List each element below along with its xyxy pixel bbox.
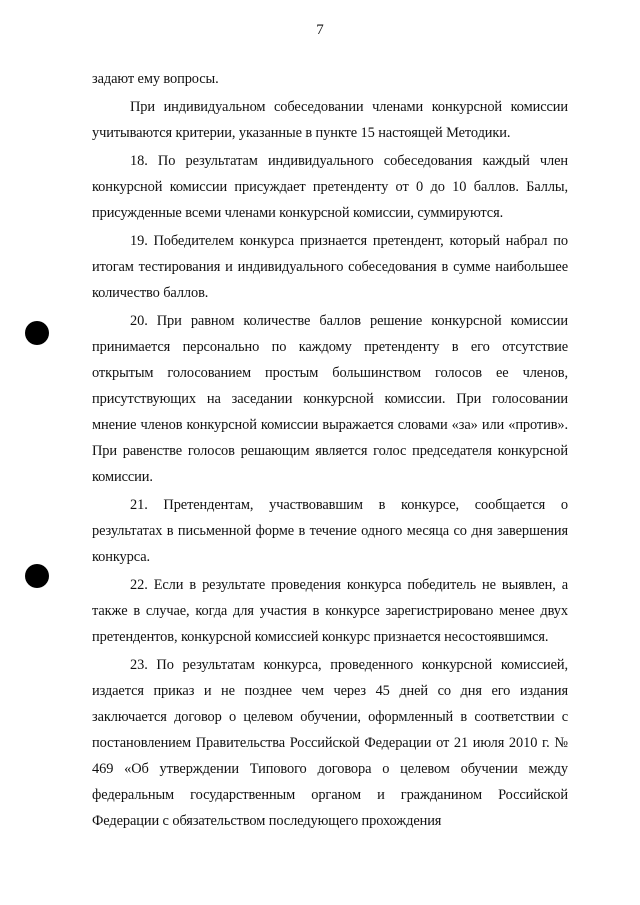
paragraph-19: 19. Победителем конкурса признается претендент, который набрал по итогам тестирования и индивидуального собеседования в сумме наибольшее количество баллов. <box>92 233 568 301</box>
paragraph-23: 23. По результатам конкурса, проведенного конкурсной комиссией, издается приказ и не позднее чем через 45 дней со дня его издания заключается договор о целевом обучении, оформленный в соответствии с постановлением Правительства Российской Федерации от 21 июля 2010 г. № 469 «Об утверждении Типового договора о целевом обучении между федеральным государственным органом и гражданином Российской Федерации с обязательством последующего прохождения <box>92 657 568 829</box>
paragraph-interview-criteria: При индивидуальном собеседовании членами конкурсной комиссии учитываются критерии, указанные в пункте 15 настоящей Методики. <box>92 99 568 141</box>
paragraph-21: 21. Претендентам, участвовавшим в конкурсе, сообщается о результатах в письменной форме в течение одного месяца со дня завершения конкурса. <box>92 497 568 565</box>
page-number: 7 <box>316 22 324 38</box>
paragraph-20: 20. При равном количестве баллов решение конкурсной комиссии принимается персонально по каждому претенденту в его отсутствие открытым голосованием простым большинством голосов ее членов, присутствующих на заседании конкурсной комиссии. При голосовании мнение членов конкурсной комиссии выражается словами «за» или «против». При равенстве голосов решающим является голос председателя конкурсной комиссии. <box>92 313 568 485</box>
punch-hole-mark <box>25 564 49 588</box>
paragraph-continuation: задают ему вопросы. <box>92 71 219 87</box>
paragraph-18: 18. По результатам индивидуального собеседования каждый член конкурсной комиссии присуждает претенденту от 0 до 10 баллов. Баллы, присужденные всеми членами конкурсной комиссии, суммируются. <box>92 153 568 221</box>
document-body <box>92 66 568 836</box>
paragraph-22: 22. Если в результате проведения конкурса победитель не выявлен, а также в случае, когда для участия в конкурсе зарегистрировано менее двух претендентов, конкурсной комиссией конкурс признается несостоявшимся. <box>92 577 568 645</box>
punch-hole-mark <box>25 321 49 345</box>
